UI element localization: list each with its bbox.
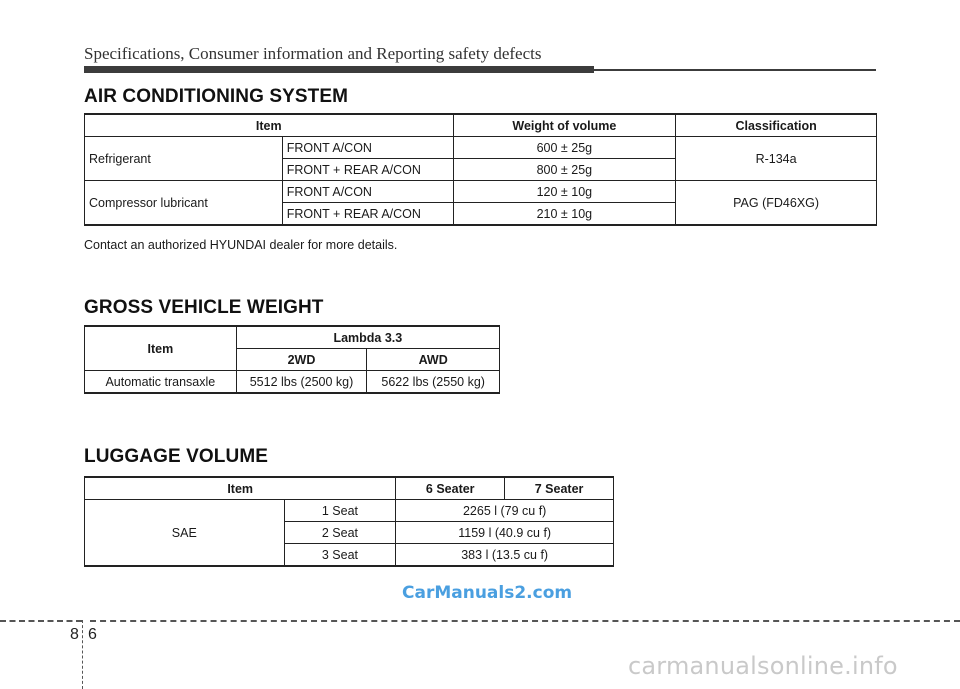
luggage-header-item: Item bbox=[85, 477, 396, 500]
luggage-table bbox=[84, 476, 614, 567]
lubricant-front-rear-weight: 210 ± 10g bbox=[453, 203, 676, 226]
footer-dashed-rule-right bbox=[90, 620, 960, 622]
refrigerant-label: Refrigerant bbox=[85, 137, 283, 181]
footer-page-divider bbox=[82, 620, 83, 689]
gvw-row-label: Automatic transaxle bbox=[85, 371, 237, 394]
refrigerant-front-weight: 600 ± 25g bbox=[453, 137, 676, 159]
luggage-seat-3: 3 Seat bbox=[284, 544, 396, 567]
gvw-value-2wd: 5512 lbs (2500 kg) bbox=[236, 371, 367, 394]
ac-header-weight: Weight of volume bbox=[453, 114, 676, 137]
ac-table bbox=[84, 113, 877, 226]
refrigerant-front-rear-label: FRONT + REAR A/CON bbox=[282, 159, 453, 181]
lubricant-front-weight: 120 ± 10g bbox=[453, 181, 676, 203]
gvw-table bbox=[84, 325, 500, 394]
page-number: 6 bbox=[88, 626, 97, 643]
header-bar bbox=[84, 66, 594, 73]
ac-section-title: AIR CONDITIONING SYSTEM bbox=[84, 86, 349, 107]
page-section-number: 8 bbox=[70, 626, 79, 643]
lubricant-classification: PAG (FD46XG) bbox=[676, 181, 877, 226]
gvw-value-awd: 5622 lbs (2550 kg) bbox=[367, 371, 500, 394]
lubricant-front-label: FRONT A/CON bbox=[282, 181, 453, 203]
gvw-header-engine: Lambda 3.3 bbox=[236, 326, 499, 349]
luggage-seat-1: 1 Seat bbox=[284, 500, 396, 522]
ac-header-item: Item bbox=[85, 114, 454, 137]
ac-note: Contact an authorized HYUNDAI dealer for more details. bbox=[84, 238, 398, 252]
table-row bbox=[85, 500, 614, 522]
gvw-header-2wd: 2WD bbox=[236, 349, 367, 371]
gvw-header-awd: AWD bbox=[367, 349, 500, 371]
header-rule bbox=[594, 69, 876, 71]
luggage-seat-2: 2 Seat bbox=[284, 522, 396, 544]
refrigerant-classification: R-134a bbox=[676, 137, 877, 181]
luggage-volume-2: 1159 l (40.9 cu f) bbox=[396, 522, 614, 544]
footer-watermark: carmanualsonline.info bbox=[628, 652, 898, 680]
table-row bbox=[85, 181, 877, 203]
lubricant-label: Compressor lubricant bbox=[85, 181, 283, 226]
luggage-volume-1: 2265 l (79 cu f) bbox=[396, 500, 614, 522]
ac-header-classification: Classification bbox=[676, 114, 877, 137]
footer-dashed-rule-left bbox=[0, 620, 82, 622]
page-header-title: Specifications, Consumer information and Reporting safety defects bbox=[84, 44, 542, 63]
lubricant-front-rear-label: FRONT + REAR A/CON bbox=[282, 203, 453, 226]
luggage-header-6-seater: 6 Seater bbox=[396, 477, 505, 500]
luggage-section-title: LUGGAGE VOLUME bbox=[84, 446, 269, 467]
luggage-row-label: SAE bbox=[85, 500, 285, 567]
luggage-header-7-seater: 7 Seater bbox=[505, 477, 614, 500]
gvw-section-title: GROSS VEHICLE WEIGHT bbox=[84, 297, 324, 318]
gvw-header-item: Item bbox=[85, 326, 237, 371]
carmanuals2-watermark[interactable]: CarManuals2.com bbox=[402, 583, 573, 603]
refrigerant-front-label: FRONT A/CON bbox=[282, 137, 453, 159]
table-row bbox=[85, 371, 500, 394]
table-row bbox=[85, 137, 877, 159]
luggage-volume-3: 383 l (13.5 cu f) bbox=[396, 544, 614, 567]
refrigerant-front-rear-weight: 800 ± 25g bbox=[453, 159, 676, 181]
